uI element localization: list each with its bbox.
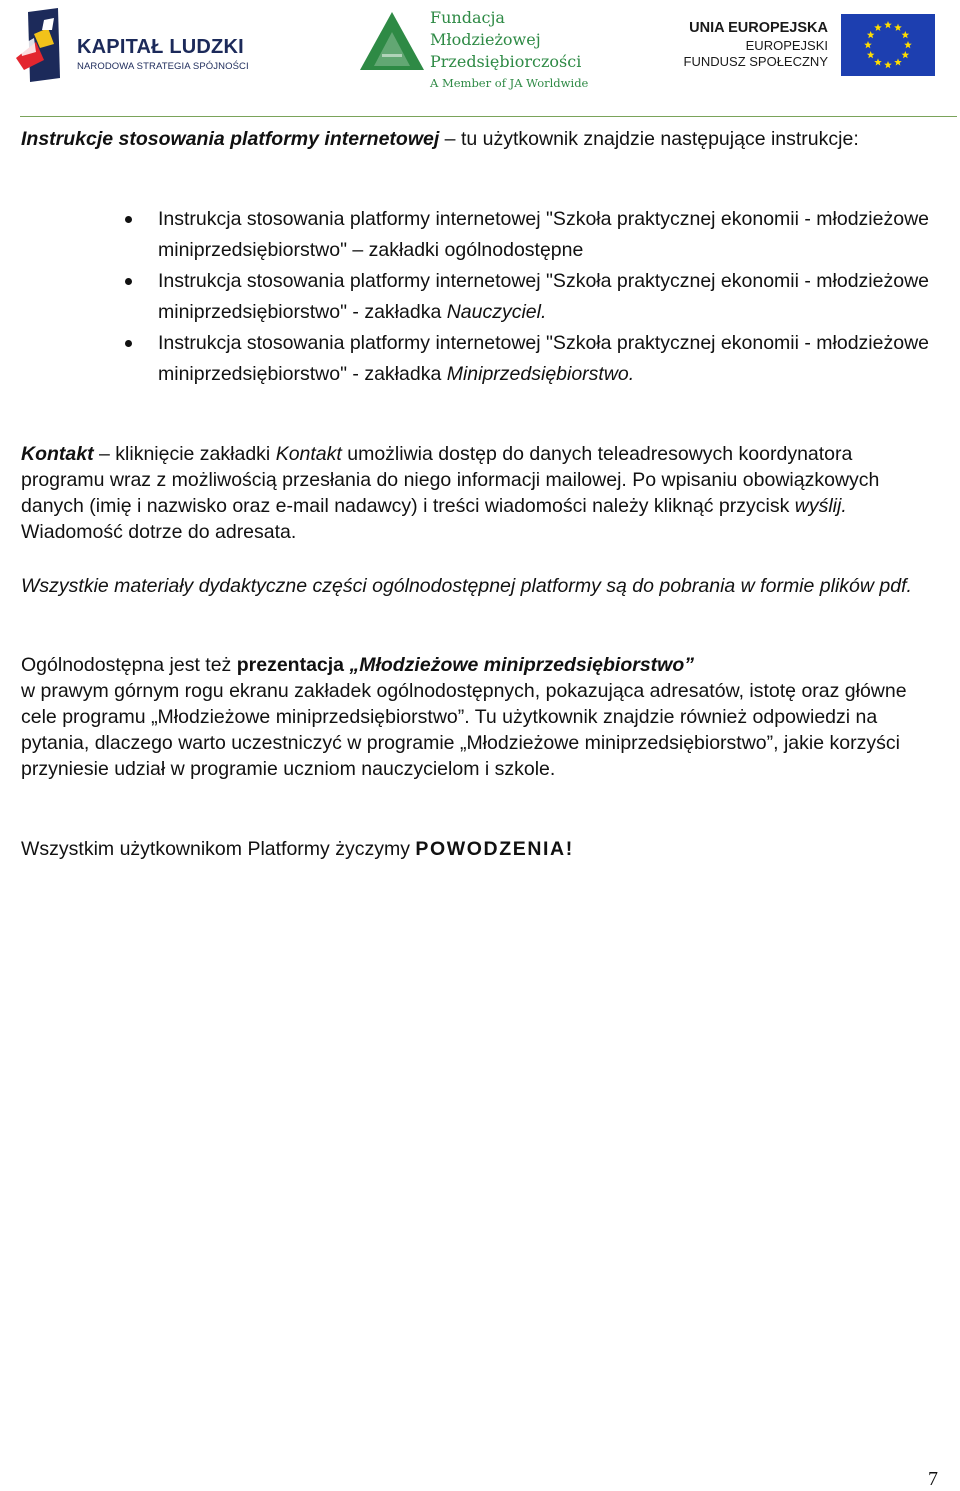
list-item-text: Instrukcja stosowania platformy internetowej "Szkoła praktycznej ekonomii - młodzieżowe miniprzedsiębiorstwo" - zakładka [158,332,930,385]
instructions-intro: – tu użytkownik znajdzie następujące instrukcje: [439,128,859,150]
list-item [21,266,936,328]
eu-star-icon [902,51,910,58]
eu-star-icon [867,51,875,58]
kapital-ludzki-emblem-icon [14,8,74,84]
kontakt-heading: Kontakt [21,443,94,465]
paragraph-presentation: Ogólnodostępna jest też prezentacja „Młodzieżowe miniprzedsiębiorstwo” w prawym górnym rogu ekranu zakładek ogólnodostępnych, pokazująca adresatów, istotę oraz główne cele programu „Młodzieżowe miniprzedsiębiorstwo”. Tu użytkownik znajdzie również odpowiedzi na pytania, dlaczego warto uczestniczyć w programie „Młodzieżowe miniprzedsiębiorstwo”, jakie korzyści przyniesie udział w programie uczniom nauczycielom i szkole. [21,654,907,780]
eu-star-icon [864,41,872,48]
instructions-list [21,204,936,390]
kapital-ludzki-logo [14,8,254,86]
eu-star-icon [894,24,902,31]
eu-star-icon [902,31,910,38]
list-item [21,204,936,266]
bullet-icon [125,278,132,285]
eu-line-1: UNIA EUROPEJSKA [689,20,828,36]
powodzenia-text: POWODZENIA! [415,838,574,860]
bullet-icon [125,340,132,347]
list-item-emphasis: Nauczyciel. [446,301,547,323]
page-number: 7 [928,1468,938,1490]
kapital-ludzki-title: KAPITAŁ LUDZKI [77,36,244,58]
eu-logo [683,14,940,78]
header-divider [20,116,957,117]
paragraph-closing: Wszystkim użytkownikom Platformy życzymy POWODZENIA! [21,838,574,860]
eu-star-icon [884,21,892,28]
eu-star-icon [874,24,882,31]
list-item-text: Instrukcja stosowania platformy internetowej "Szkoła praktycznej ekonomii - młodzieżowe miniprzedsiębiorstwo" - zakładka [158,270,930,323]
eu-line-2: EUROPEJSKI [745,38,828,53]
instructions-heading: Instrukcje stosowania platformy internetowej [21,128,440,150]
eu-star-icon [904,41,912,48]
eu-flag-icon [841,14,935,76]
paragraph-instructions [21,126,931,152]
list-item-emphasis: Miniprzedsiębiorstwo. [446,363,635,385]
eu-star-icon [874,58,882,65]
eu-star-icon [867,31,875,38]
paragraph-materials: Wszystkie materiały dydaktyczne części ogólnodostępnej platformy są do pobrania w formie plików pdf. [21,575,912,597]
fundacja-line-2: Młodzieżowej [430,30,541,49]
fundacja-triangle-icon [358,10,426,74]
fundacja-line-3: Przedsiębiorczości [430,52,582,71]
bullet-icon [125,216,132,223]
eu-star-icon [894,58,902,65]
fundacja-member-text: A Member of JA Worldwide [430,76,589,90]
list-item-text: Instrukcja stosowania platformy internetowej "Szkoła praktycznej ekonomii - młodzieżowe miniprzedsiębiorstwo" – zakładki ogólnodostępne [158,208,930,261]
fundacja-line-1: Fundacja [430,8,505,27]
page-header [0,0,960,118]
eu-stars-icon [841,14,935,76]
paragraph-kontakt: Kontakt – kliknięcie zakładki Kontakt umożliwia dostęp do danych teleadresowych koordynatora programu wraz z możliwością przesłania do niego informacji mailowej. Po wpisaniu obowiązkowych danych (imię i nazwisko oraz e-mail nadawcy) i treści wiadomości należy kliknąć przycisk wyślij. Wiadomość dotrze do adresata. [21,443,880,543]
eu-line-3: FUNDUSZ SPOŁECZNY [683,54,828,69]
list-item [21,328,936,390]
kapital-ludzki-subtitle: NARODOWA STRATEGIA SPÓJNOŚCI [77,61,249,72]
fundacja-logo [358,6,598,92]
eu-star-icon [884,61,892,68]
